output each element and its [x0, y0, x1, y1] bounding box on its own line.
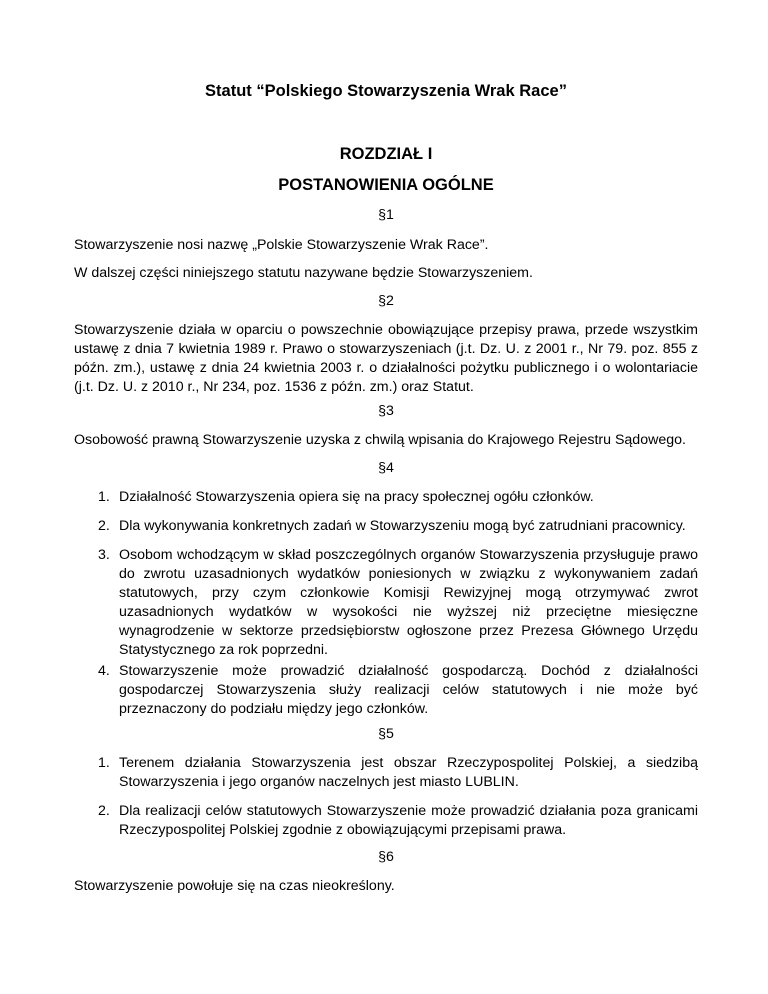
section-1-paragraph-2: W dalszej części niniejszego statutu nazywane będzie Stowarzyszeniem.	[74, 265, 533, 281]
list-item-number: 3.	[98, 547, 110, 563]
list-item-number: 4.	[98, 663, 110, 679]
list-item-text: Stowarzyszenie może prowadzić działalność gospodarczą. Dochód z działalności gospodarczej Stowarzyszenia służy realizacji celów statutowych i nie może być przeznaczony do podziału między jego członków.	[119, 663, 698, 717]
list-item-number: 2.	[98, 518, 110, 534]
section-3-paragraph-1: Osobowość prawną Stowarzyszenie uzyska z chwilą wpisania do Krajowego Rejestru Sądowego.	[74, 432, 686, 448]
chapter-name: POSTANOWIENIA OGÓLNE	[278, 176, 494, 194]
list-item-number: 1.	[98, 755, 110, 771]
list-item-text: Terenem działania Stowarzyszenia jest obszar Rzeczypospolitej Polskiej, a siedzibą Stowarzyszenia i jego organów naczelnych jest miasto LUBLIN.	[119, 755, 698, 790]
list-item-number: 2.	[98, 803, 110, 819]
chapter-number: ROZDZIAŁ I	[339, 145, 433, 163]
section-heading-6: §6	[378, 849, 394, 865]
section-heading-3: §3	[378, 403, 394, 419]
list-item-text: Osobom wchodzącym w skład poszczególnych organów Stowarzyszenia przysługuje prawo do zwrotu uzasadnionych wydatków poniesionych w związku z wykonywaniem zadań statutowych, przy czym członkowie Komisji Rewizyjnej mogą otrzymywać zwrot uzasadnionych wydatków w wysokości nie wyższej niż przeciętne miesięczne wynagrodzenie w sektorze przedsiębiorstw ogłoszone przez Prezesa Głównego Urzędu Statystycznego za rok poprzedni.	[119, 547, 698, 658]
section-2-paragraph-1: Stowarzyszenie działa w oparciu o powszechnie obowiązujące przepisy prawa, przede wszystkim ustawę z dnia 7 kwietnia 1989 r. Prawo o stowarzyszeniach (j.t. Dz. U. z 2001 r., Nr 79. poz. 855 z późn. zm.), ustawę z dnia 24 kwietnia 2003 r. o działalności pożytku publicznego i o wolontariacie (j.t. Dz. U. z 2010 r., Nr 234, poz. 1536 z późn. zm.) oraz Statut.	[74, 322, 698, 395]
section-6-paragraph-1: Stowarzyszenie powołuje się na czas nieokreślony.	[74, 878, 395, 894]
section-heading-4: §4	[378, 460, 394, 476]
section-heading-1: §1	[378, 207, 394, 223]
list-item-text: Działalność Stowarzyszenia opiera się na pracy społecznej ogółu członków.	[119, 489, 594, 505]
list-item-text: Dla wykonywania konkretnych zadań w Stowarzyszeniu mogą być zatrudniani pracownicy.	[119, 518, 686, 534]
document-title: Statut “Polskiego Stowarzyszenia Wrak Race”	[205, 82, 567, 100]
section-1-paragraph-1: Stowarzyszenie nosi nazwę „Polskie Stowarzyszenie Wrak Race”.	[74, 237, 489, 253]
list-item-text: Dla realizacji celów statutowych Stowarzyszenie może prowadzić działania poza granicami Rzeczypospolitej Polskiej zgodnie z obowiązującymi przepisami prawa.	[119, 803, 698, 838]
section-heading-5: §5	[378, 726, 394, 742]
section-heading-2: §2	[378, 293, 394, 309]
list-item-number: 1.	[98, 489, 110, 505]
